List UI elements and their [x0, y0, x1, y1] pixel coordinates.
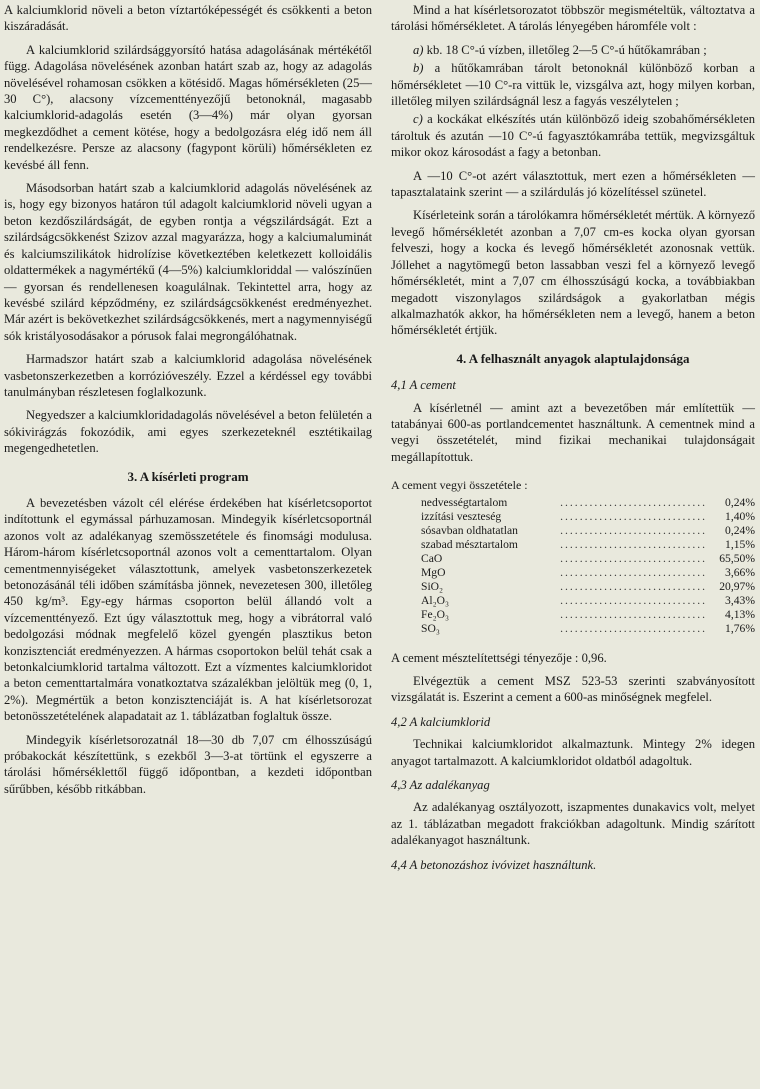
component-value: 1,15% [725, 537, 755, 551]
component-value: 0,24% [725, 523, 755, 537]
table-row [421, 622, 755, 636]
paragraph: A kísérletnél — amint azt a bevezetőben már említettük — tatabányai 600-as portlandcementet használtunk. A cementnek mind a vegyi összetételét, mind fizikai mechanikai tulajdonságait megállapítottuk. [391, 400, 755, 464]
component-value: 65,50% [719, 551, 755, 565]
component-name: sósavban oldhatatlan [421, 523, 518, 537]
list-text: a kockákat elkészítés után különböző ideig szobahőmérsékleten tároltuk és azután —10 C°-ú fagyasztókamrába tettük, megvizsgáltuk mikor okoz károsodást a fagy a betonban. [391, 112, 755, 160]
leader-dots: .............................. [560, 607, 708, 621]
section-heading-4: 4. A felhasznált anyagok alaptulajdonsága [456, 350, 690, 366]
component-value: 0,24% [725, 495, 755, 509]
paragraph: Harmadszor határt szab a kalciumklorid adagolása növelésének vasbetonszerkezetben a korrózióveszély. Ezzel a kérdéssel egy további tanulmányban részletesen foglalkozunk. [4, 352, 372, 399]
paragraph: Negyedszer a kalciumkloridadagolás növelésével a beton felületén a sókivirágzás fokozódik, ami egyes szerkezeteknél esztétikailag megengedhetetlen. [4, 408, 372, 456]
leader-dots: .............................. [560, 579, 708, 593]
table-row [421, 496, 755, 510]
leader-dots: .............................. [560, 551, 708, 565]
leader-dots: .............................. [560, 509, 708, 523]
component-name: nedvességtartalom [421, 495, 508, 509]
list-item-c [391, 111, 755, 160]
table-row [421, 552, 755, 566]
list-marker: b) [413, 61, 424, 76]
composition-table [421, 496, 755, 636]
leader-dots: .............................. [560, 593, 708, 607]
table-row [421, 524, 755, 538]
component-value: 4,13% [725, 607, 755, 621]
component-name: SO₃ [421, 621, 440, 635]
component-name: Al₂O₃ [421, 593, 450, 607]
table-row [421, 594, 755, 608]
paragraph: Másodsorban határt szab a kalciumklorid adagolás növelésének az is, hogy egy bizonyos határon túl adagolt kalciumklorid növeli ugyan a beton kezdőszilárdságát, de egyben rontja a végszilárdságát. Ezt a szilárdságcsökkenést Szizov azzal magyarázza, hogy a kalciumaluminát és kalciumszilikátok hidrolízise következtében keletkezett kolloidális oldattermékek a nagymértékű (4—5%) kalciumkloriddal — valószínűen — gyorsan és rendellenesen koagulálnak. Tekintettel arra, hogy az kevésbé szilárd képződmény, ez szilárdságcsökkenést eredményezhet. Már azért is bekövetkezhet szilárdságcsökkenés, mert a nagymennyiségű sók kristályosodásakor a pórusok falai megrongálóhatnak. [4, 181, 372, 343]
component-value: 1,76% [725, 621, 755, 635]
paragraph: Kísérleteink során a tárolókamra hőmérsékletét mértük. A környező levegő hőmérsékletét azonban a 7,07 cm-es kocka olyan gyorsan felveszi, hogy a kocka és levegő hőmérsékletét azonosnak vettük. Jóllehet a nagytömegű beton lassabban veszi fel a környező levegő hőmérsékletét, mint a 7,07 cm élhosszúságú kocka, a továbbiakban megadott viszonylagos szilárdságok a gyakorlatban mégis alkalmazhatók akkor, ha hőmérsékleten nem a levegő, hanem a beton hőmérsékletét értjük. [391, 208, 755, 338]
leader-dots: .............................. [560, 537, 708, 551]
leader-dots: .............................. [560, 565, 708, 579]
leader-dots: .............................. [560, 523, 708, 537]
table-row [421, 566, 755, 580]
composition-title: A cement vegyi összetétele : [391, 478, 528, 493]
component-name: szabad mésztartalom [421, 537, 518, 551]
paragraph: Technikai kalciumkloridot alkalmaztunk. Mintegy 2% idegen anyagot tartalmazott. A kalciumkloridot oldatból adagoltuk. [391, 737, 755, 768]
paragraph: Elvégeztük a cement MSZ 523-53 szerinti szabványosított vizsgálatát is. Eszerint a cement a 600-as minőségnek megfelel. [391, 673, 755, 705]
subsection-heading-4-3: 4,3 Az adalékanyag [391, 778, 490, 792]
table-row [421, 580, 755, 594]
list-text: a hűtőkamrában tárolt betonoknál különböző korban a hőmérsékletet —10 C°-ra vittük le, vizsgálva azt, hogy milyen korban, illetőleg milyen szilárdságnál lesz a fagyás veszélytelen ; [391, 61, 755, 109]
subsection-heading-4-2: 4,2 A kalciumklorid [391, 714, 491, 729]
paragraph: A —10 C°-ot azért választottuk, mert ezen a hőmérsékleten — tapasztalataink szerint — a szilárdulás jó közelítéssel szünetel. [391, 168, 755, 200]
paragraph: Mind a hat kísérletsorozatot többször megismételtük, változtatva a tárolási hőmérsékletet. A tárolás lényegében háromféle volt : [391, 3, 755, 34]
component-value: 1,40% [725, 509, 755, 523]
table-row [421, 608, 755, 622]
component-name: MgO [421, 565, 446, 579]
paragraph: A bevezetésben vázolt cél elérése érdekében hat kísérletcsoportot indítottunk el egymással párhuzamosan. Mindegyik kísérletcsoportnál azonos volt az adalékanyag szemösszetétele és finomsági modulusa. Három-három kísérletcsoportnál azonos volt a cementtartalom. Olyan cementmennyiségeket választottunk, amelyek vasbetonszerkezetek betonozásánál téli időben számításba jönnek, nevezetesen 300, illetőleg 450 kg/m³. Egy-egy hármas csoporton belül állandó volt a vízcementtényező. Ezt úgy választottuk meg, hogy a vibrátorral való bedolgozási módnak megfelelő közel gyengén plasztikus beton konzisztenciát eredményezzen. A hármas csoportokon belül tehát csak a betonkalciumklorid tartalma változott. Ezt a vízmentes kalciumkloridot a beton cementtartalmára vonatkoztatva százalékban jelöltük meg (0, 1, 2%). Megmértük a beton konzisztenciáját is. A hat kísérletsorozat betonösszetételének alapadatait az 1. táblázatban foglaltuk össze. [4, 495, 372, 724]
leader-dots: .............................. [560, 495, 708, 509]
component-name: SiO₂ [421, 579, 444, 593]
section-heading-3: 3. A kísérleti program [127, 468, 249, 484]
paragraph: A kalciumklorid növeli a beton víztartóképességét és csökkenti a beton kiszáradását. [4, 3, 372, 34]
right-column [391, 2, 755, 879]
table-row [421, 538, 755, 552]
component-value: 3,43% [725, 593, 755, 607]
component-name: izzítási veszteség [421, 509, 502, 523]
leader-dots: .............................. [560, 621, 708, 635]
list-marker: c) [413, 112, 423, 127]
table-row [421, 510, 755, 524]
paragraph: Mindegyik kísérletsorozatnál 18—30 db 7,07 cm élhosszúságú próbakockát készítettünk, s ezekből 3—3-at törtünk el egyszerre a tárolási hőmérséklettől függő időpontban, a kezdeti időpontban sűrűbben, később ritkábban. [4, 732, 372, 796]
component-value: 20,97% [719, 579, 755, 593]
paragraph: Az adalékanyag osztályozott, iszapmentes dunakavics volt, melyet az 1. táblázatban megadott frakciókban adagoltunk. Mindig szárított adalékanyagot használtunk. [391, 800, 755, 848]
component-name: Fe₂O₃ [421, 607, 450, 621]
list-text: kb. 18 C°-ú vízben, illetőleg 2—5 C°-ú hűtőkamrában ; [426, 42, 707, 57]
component-name: CaO [421, 551, 443, 565]
component-value: 3,66% [725, 565, 755, 579]
list-marker: a) [413, 42, 424, 57]
subsection-heading-4-1: 4,1 A cement [391, 378, 456, 393]
list-item-b [391, 60, 755, 109]
saturation-factor: A cement mésztelítettségi tényezője : 0,96. [391, 650, 607, 665]
list-item-a [391, 42, 755, 58]
left-column [4, 2, 372, 804]
subsection-heading-4-4: 4,4 A betonozáshoz ivóvizet használtunk. [391, 857, 597, 872]
paragraph: A kalciumklorid szilárdsággyorsító hatása adagolásának mértékétől függ. Adagolása növelésének azonban határt szab az, hogy az adagolás növelésével rohamosan csökken a kötésidő. Magas hőmérsékleten (25—30 C°), alacsony vízcementtényezőjű betonoknál, magasabb kalciumklorid-adagolás esetén (3—4%) már olyan gyorsan megkezdődhet a cement kötése, hogy a bedolgozásra elég idő nem áll rendelkezésre. Persze az alacsony (fagypont körüli) hőmérsékleten ez kevésbé áll fenn. [4, 42, 372, 172]
